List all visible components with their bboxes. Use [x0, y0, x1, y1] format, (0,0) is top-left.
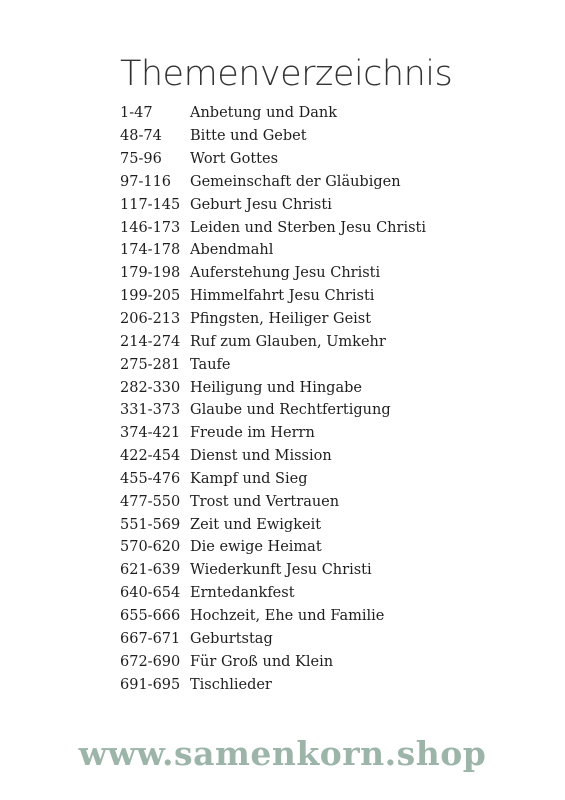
- toc-entry-range: 146-173: [120, 219, 181, 236]
- toc-entry-topic: Anbetung und Dank: [190, 105, 338, 122]
- toc-entry: [120, 102, 540, 125]
- toc-entry: [120, 536, 540, 559]
- toc-entry-range: 117-145: [120, 196, 181, 213]
- toc-entry-topic: Heiligung und Hingabe: [190, 379, 362, 396]
- toc-entry-topic: Wort Gottes: [190, 151, 279, 168]
- toc-entry-topic: Leiden und Sterben Jesu Christi: [190, 219, 427, 236]
- toc-entry-range: 672-690: [120, 653, 181, 670]
- toc-entry-range: 275-281: [120, 356, 181, 373]
- toc-entry-topic: Für Groß und Klein: [190, 653, 334, 670]
- table-of-contents: [120, 102, 540, 696]
- toc-entry-topic: Bitte und Gebet: [190, 128, 307, 145]
- page-title: Themenverzeichnis: [120, 54, 453, 94]
- toc-entry-topic: Ruf zum Glauben, Umkehr: [190, 333, 386, 350]
- toc-entry-topic: Pfingsten, Heiliger Geist: [190, 311, 372, 328]
- toc-entry-topic: Tischlieder: [190, 676, 272, 693]
- toc-entry: [120, 399, 540, 422]
- toc-entry-topic: Auferstehung Jesu Christi: [190, 265, 381, 282]
- toc-entry-topic: Dienst und Mission: [190, 448, 332, 465]
- toc-entry-range: 48-74: [120, 128, 162, 145]
- toc-entry-topic: Zeit und Ewigkeit: [190, 516, 322, 533]
- toc-entry-range: 331-373: [120, 402, 181, 419]
- toc-entry: [120, 582, 540, 605]
- toc-entry-topic: Glaube und Rechtfertigung: [190, 402, 391, 419]
- toc-entry-range: 422-454: [120, 448, 181, 465]
- toc-entry: [120, 353, 540, 376]
- toc-entry-range: 206-213: [120, 311, 181, 328]
- toc-entry-range: 214-274: [120, 333, 181, 350]
- toc-entry: [120, 239, 540, 262]
- toc-entry: [120, 148, 540, 171]
- toc-entry: [120, 308, 540, 331]
- toc-entry: [120, 445, 540, 468]
- toc-entry-topic: Geburtstag: [190, 630, 273, 647]
- toc-entry-topic: Die ewige Heimat: [190, 539, 322, 556]
- toc-entry-range: 174-178: [120, 242, 181, 259]
- toc-entry: [120, 627, 540, 650]
- toc-entry-range: 621-639: [120, 562, 181, 579]
- toc-entry: [120, 650, 540, 673]
- toc-entry-range: 199-205: [120, 288, 181, 305]
- toc-entry-range: 640-654: [120, 585, 181, 602]
- toc-entry: [120, 559, 540, 582]
- toc-entry-range: 455-476: [120, 470, 181, 487]
- toc-entry-topic: Erntedankfest: [190, 585, 295, 602]
- toc-entry: [120, 605, 540, 628]
- toc-entry: [120, 171, 540, 194]
- toc-entry-topic: Geburt Jesu Christi: [190, 196, 332, 213]
- toc-entry-range: 179-198: [120, 265, 181, 282]
- toc-entry-range: 667-671: [120, 630, 181, 647]
- toc-entry-range: 570-620: [120, 539, 181, 556]
- toc-entry: [120, 490, 540, 513]
- toc-entry-range: 1-47: [120, 105, 153, 122]
- toc-entry: [120, 468, 540, 491]
- toc-entry: [120, 216, 540, 239]
- toc-entry: [120, 330, 540, 353]
- toc-entry: [120, 673, 540, 696]
- toc-entry: [120, 422, 540, 445]
- toc-entry-range: 75-96: [120, 151, 162, 168]
- toc-entry-topic: Kampf und Sieg: [190, 470, 308, 487]
- toc-entry-topic: Wiederkunft Jesu Christi: [190, 562, 372, 579]
- toc-entry-topic: Abendmahl: [190, 242, 274, 259]
- toc-entry-range: 282-330: [120, 379, 181, 396]
- toc-entry-range: 655-666: [120, 607, 181, 624]
- toc-entry-range: 551-569: [120, 516, 181, 533]
- toc-entry-range: 477-550: [120, 493, 181, 510]
- toc-entry-topic: Freude im Herrn: [190, 425, 315, 442]
- watermark-url: www.samenkorn.shop: [78, 734, 487, 773]
- toc-entry: [120, 513, 540, 536]
- toc-entry-range: 97-116: [120, 173, 172, 190]
- toc-entry: [120, 193, 540, 216]
- toc-entry-topic: Himmelfahrt Jesu Christi: [190, 288, 375, 305]
- toc-entry-topic: Hochzeit, Ehe und Familie: [190, 607, 385, 624]
- toc-entry-topic: Trost und Vertrauen: [190, 493, 340, 510]
- toc-entry-range: 691-695: [120, 676, 181, 693]
- toc-entry-range: 374-421: [120, 425, 181, 442]
- toc-entry-topic: Taufe: [190, 356, 231, 373]
- toc-entry: [120, 285, 540, 308]
- toc-entry: [120, 125, 540, 148]
- toc-entry: [120, 262, 540, 285]
- toc-entry: [120, 376, 540, 399]
- toc-entry-topic: Gemeinschaft der Gläubigen: [190, 173, 401, 190]
